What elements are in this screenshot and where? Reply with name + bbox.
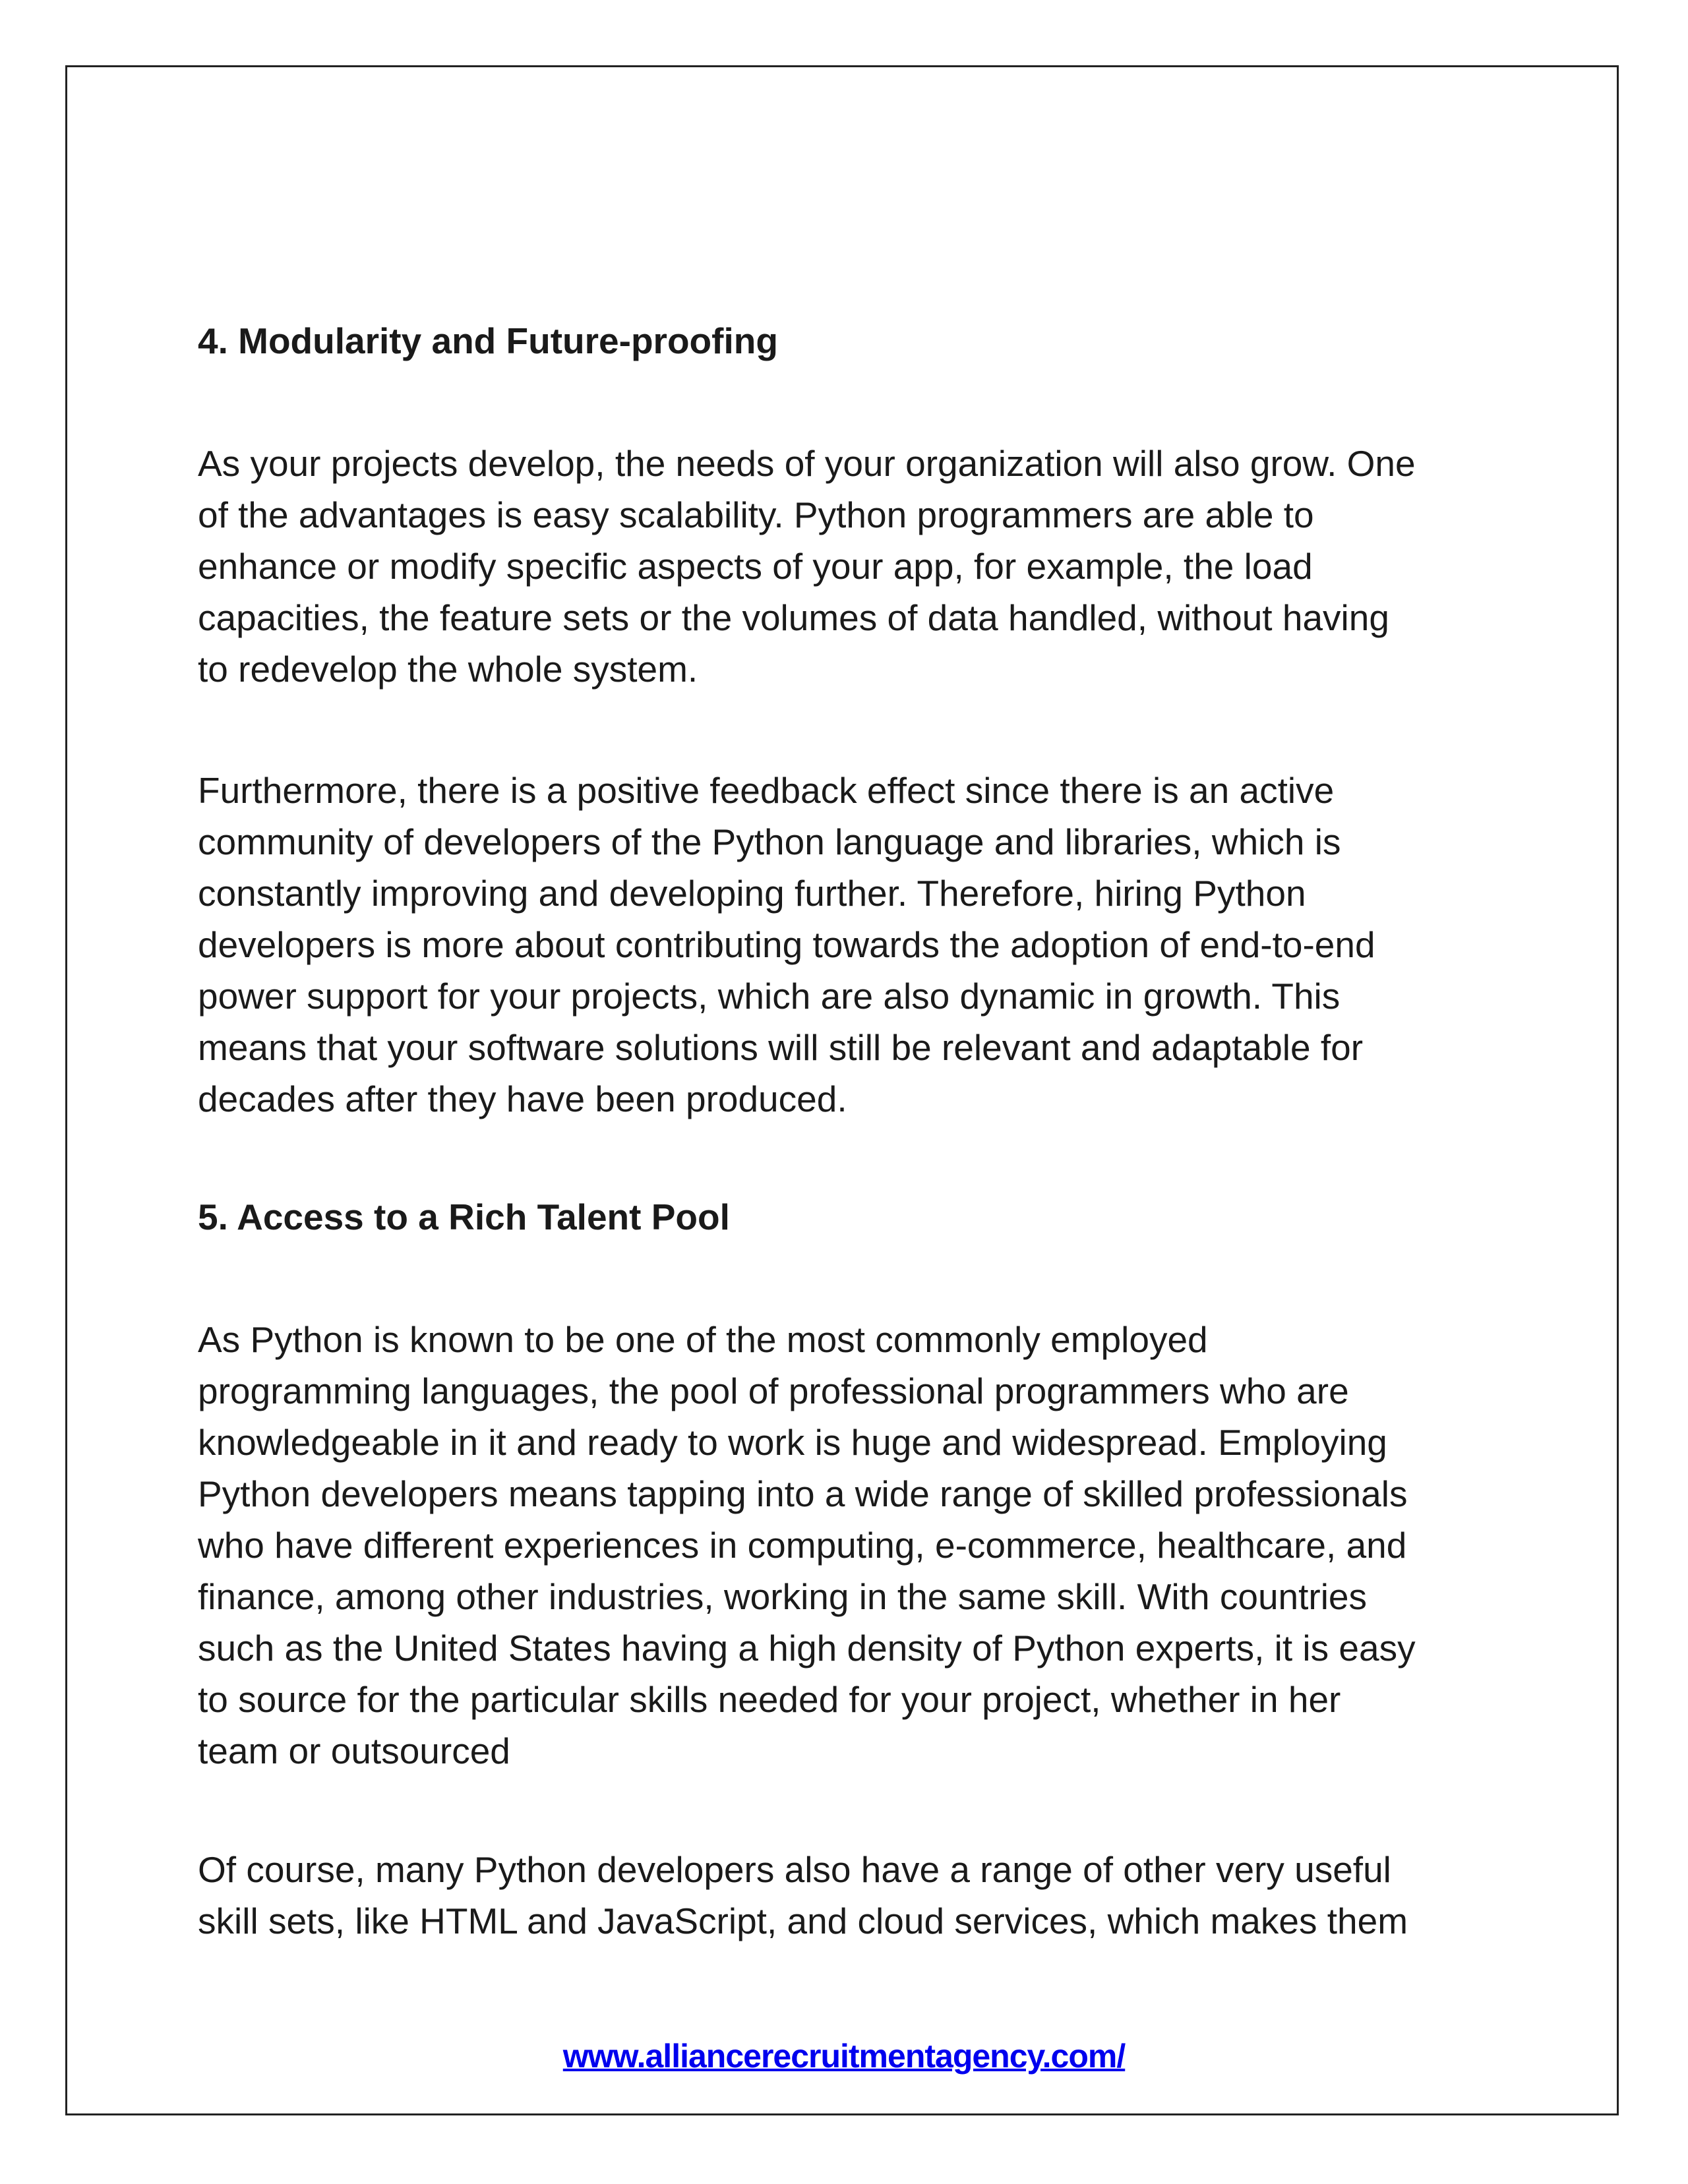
text-line: community of developers of the Python language and libraries, which is: [198, 821, 1341, 862]
text-line: power support for your projects, which are also dynamic in growth. This: [198, 976, 1341, 1017]
text-line: Furthermore, there is a positive feedback effect since there is an active: [198, 770, 1335, 811]
paragraph: [198, 1844, 1517, 1947]
text-line: decades after they have been produced.: [198, 1078, 847, 1119]
text-line: As your projects develop, the needs of your organization will also grow. One: [198, 443, 1416, 484]
text-line: who have different experiences in computing, e-commerce, healthcare, and: [198, 1525, 1407, 1566]
paragraph: [198, 438, 1517, 695]
paragraph: [198, 1314, 1517, 1777]
text-line: of the advantages is easy scalability. Python programmers are able to: [198, 494, 1314, 535]
text-line: Of course, many Python developers also have a range of other very useful: [198, 1849, 1391, 1890]
text-line: such as the United States having a high density of Python experts, it is easy: [198, 1628, 1416, 1668]
section-heading-modularity: 4. Modularity and Future-proofing: [198, 320, 778, 361]
text-line: As Python is known to be one of the most commonly employed: [198, 1319, 1208, 1360]
text-line: programming languages, the pool of professional programmers who are: [198, 1371, 1349, 1411]
section-heading-talent-pool: 5. Access to a Rich Talent Pool: [198, 1196, 730, 1237]
text-line: Python developers means tapping into a wide range of skilled professionals: [198, 1473, 1408, 1514]
text-line: knowledgeable in it and ready to work is huge and widespread. Employing: [198, 1422, 1387, 1463]
text-line: constantly improving and developing further. Therefore, hiring Python: [198, 873, 1306, 914]
text-line: enhance or modify specific aspects of your app, for example, the load: [198, 546, 1313, 587]
footer: [0, 2037, 1688, 2075]
text-line: to source for the particular skills needed for your project, whether in her: [198, 1679, 1341, 1720]
text-line: means that your software solutions will still be relevant and adaptable for: [198, 1027, 1364, 1068]
website-link[interactable]: www.alliancerecruitmentagency.com/: [562, 2038, 1126, 2075]
text-line: to redevelop the whole system.: [198, 649, 698, 690]
text-line: capacities, the feature sets or the volumes of data handled, without having: [198, 597, 1389, 638]
text-line: developers is more about contributing towards the adoption of end-to-end: [198, 924, 1375, 965]
text-line: finance, among other industries, working in the same skill. With countries: [198, 1576, 1368, 1617]
paragraph: [198, 765, 1517, 1125]
text-line: skill sets, like HTML and JavaScript, and cloud services, which makes them: [198, 1901, 1408, 1941]
text-line: team or outsourced: [198, 1730, 510, 1771]
